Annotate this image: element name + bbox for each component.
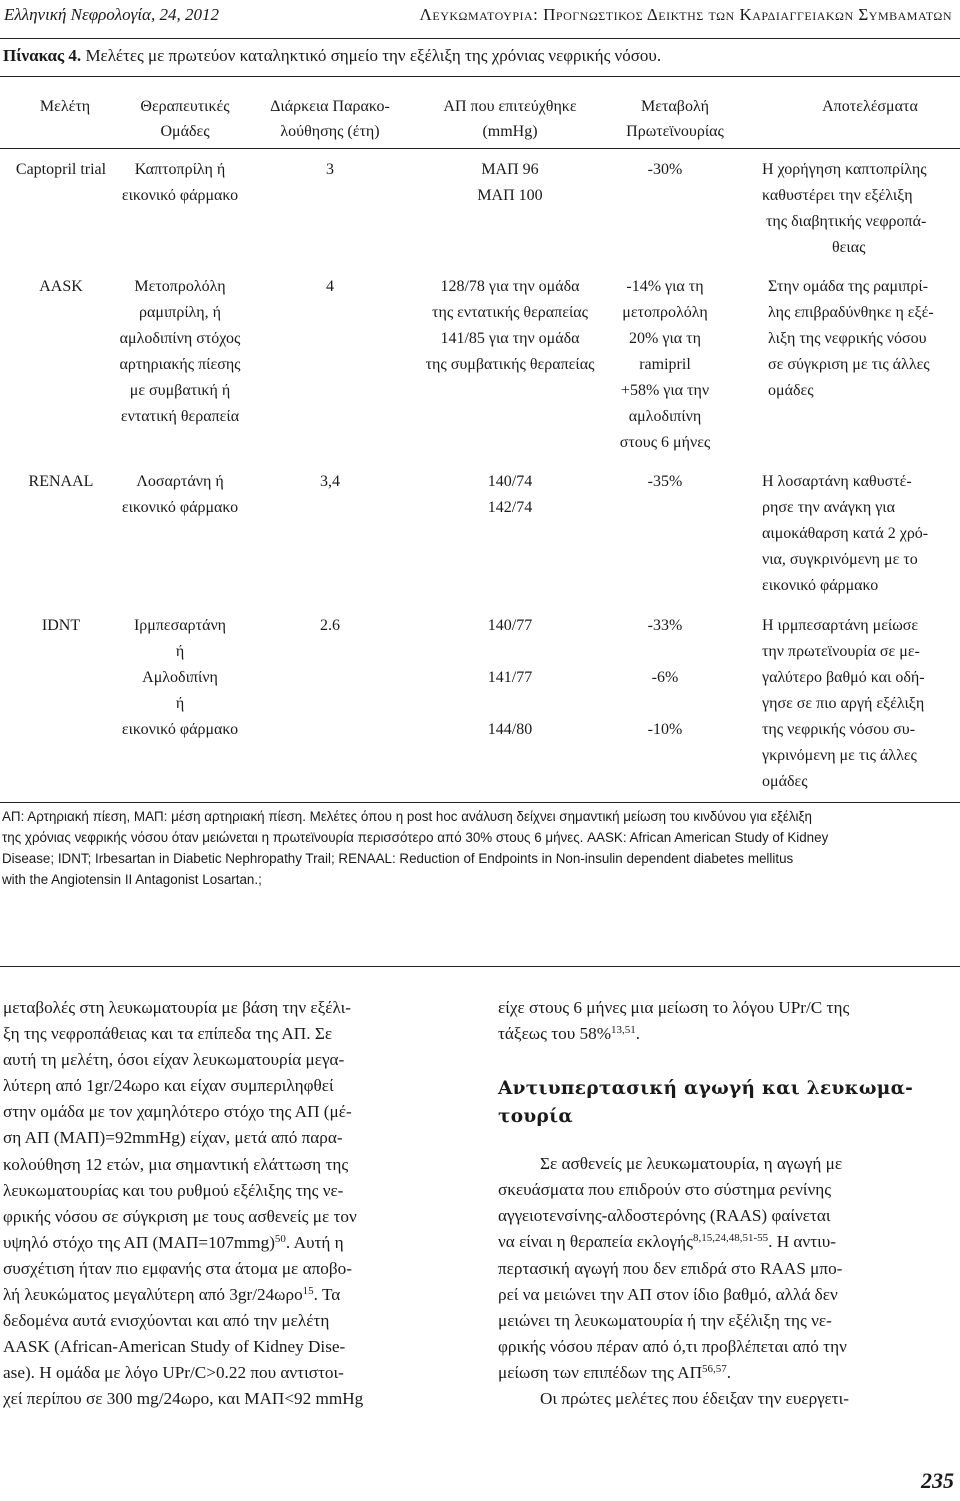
right-text-column: είχε στους 6 μήνες μια μείωση το λόγου UPr/C της τάξεως του 58%$^{13,51}$. Αντιυπερτασική αγωγή και λευκωμα- τουρία Σε ασθενείς με λευκωματουρία, η αγωγή με σκευάσματα που επιδρούν στο σύστημα ρενίνης αγγειοτενσίνης-αλδοστερόνης (RAAS) φαίνεται να είναι η θεραπεία εκλογής$^{8,15,24,48,51-55}$. Η αντιυ- περτασική αγωγή που δεν επιδρά στο RAAS μπο- ρεί να μειώνει την ΑΠ στον ίδιο βαθμό, αλλά δεν μειώνει τη λευκωματουρία ή την εξέλιξη της νε- φρικής νόσου πέραν από ό,τι προβλέπεται από την μείωση των επιπέδων της ΑΠ$^{56,57}$. Οι πρώτες μελέτες που έδειξαν την ευεργετι-	[498, 995, 958, 1412]
table-cell-study: AASK	[39, 278, 83, 295]
table-cell-study: IDNT	[41, 617, 81, 634]
table-cell-groups: Καπτοπρίλη ή εικονικό φάρμακο	[121, 161, 239, 204]
section-heading: Αντιυπερτασική αγωγή και λευκωμα- τουρία	[498, 1078, 914, 1128]
table-cell-study: RENAAL	[28, 473, 94, 490]
citation-superscript: 56,57	[701, 1362, 727, 1375]
citation-superscript: 15	[302, 1285, 314, 1298]
table-cell-duration: 3,4	[320, 473, 340, 490]
table-cell-groups: Ιρμπεσαρτάνη ή Αμλοδιπίνη ή εικονικό φάρμακο	[121, 617, 239, 738]
table-cell-proteinuria: -33% -6% -10%	[647, 617, 683, 738]
table-top-rule	[0, 76, 960, 77]
table-cell-groups: Λοσαρτάνη ή εικονικό φάρμακο	[121, 473, 239, 516]
left-text-column: μεταβολές στη λευκωματουρία με βάση την εξέλι- ξη της νεφροπάθειας και τα επίπεδα της ΑΠ. Σε αυτή τη μελέτη, όσοι είχαν λευκωματουρία μεγα- λύτερη από 1gr/24ωρο και είχαν συμπεριληφθεί στην ομάδα με τον χαμηλότερο στόχο της ΑΠ (μέ- ση ΑΠ (ΜΑΠ)=92mmHg) είχαν, μετά από παρα- κολούθηση 12 ετών, μια σημαντική ελάττωση της λευκωματουρίας και του ρυθμού εξέλιξης της νε- φρικής νόσου σε σύγκριση με τους ασθενείς με τον υψηλό στόχο της ΑΠ (ΜΑΠ=107mmg)$^{50}$. Αυτή η συσχέτιση ήταν πιο εμφανής στα άτομα με αποβο- λή λευκώματος μεγαλύτερη από 3gr/24ωρο$^{15}$. Τα δεδομένα αυτά ενισχύονται και από την μελέτη AASK (African-American Study of Kidney Dise- ase). Η ομάδα με λόγο UPr/C>0.22 που αντιστοι- χεί περίπου σε 300 mg/24ωρο, και ΜΑΠ<92 mmHg	[3, 998, 364, 1409]
table-bottom-rule	[0, 802, 960, 803]
table-cell-proteinuria: -30%	[647, 161, 683, 178]
body-separator-rule	[0, 966, 960, 967]
table-cell-proteinuria: -14% για τη μετοπρολόλη 20% για τη ramipril +58% για την αμλοδιπίνη στους 6 μήνες	[619, 278, 711, 451]
journal-citation: Ελληνική Νεφρολογία, 24, 2012	[4, 5, 219, 24]
table-cell-study: Captopril trial	[15, 161, 107, 178]
header-duration: Διάρκεια Παρακο- λούθησης (έτη)	[270, 98, 390, 140]
table-cell-bp: 140/74 142/74	[487, 473, 533, 516]
table-header-rule	[0, 148, 960, 149]
article-running-title: Λευκωματουρια: Προγνωστικος Δεικτης των Καρδιαγγειακων Συμβαματων	[419, 5, 952, 24]
table-cell-groups: Μετοπρολόλη ραμιπρίλη, ή αμλοδιπίνη στόχος αρτηριακής πίεσης με συμβατική ή εντατική θεραπεία	[119, 278, 241, 425]
table-cell-results: Η λοσαρτάνη καθυστέ- ρησε την ανάγκη για αιμοκάθαρση κατά 2 χρό- νια, συγκρινόμενη με το εικονικό φάρμακο	[762, 473, 929, 594]
running-header	[0, 0, 960, 38]
table-cell-bp: 128/78 για την ομάδα της εντατικής θεραπείας 141/85 για την ομάδα της συμβατικής θεραπείας	[425, 278, 595, 373]
table-cell-bp: 140/77 141/77 144/80	[487, 617, 533, 738]
table-cell-duration: 4	[326, 278, 334, 295]
citation-superscript: 8,15,24,48,51-55	[692, 1232, 769, 1245]
header-proteinuria: Μεταβολή Πρωτεϊνουρίας	[626, 98, 724, 140]
header-results: Αποτελέσματα	[822, 98, 918, 115]
table-cell-results: Η χορήγηση καπτοπρίλης καθυστέρει την εξέλιξη της διαβητικής νεφροπά- θειας	[762, 161, 927, 256]
header-study: Μελέτη	[39, 98, 91, 115]
table-cell-results: Στην ομάδα της ραμιπρί- λης επιβραδύνθηκε η εξέ- λιξη της νεφρικής νόσου σε σύγκριση με τις άλλες ομάδες	[768, 278, 934, 399]
citation-superscript: 13,51	[611, 1024, 636, 1037]
table-footnotes: ΑΠ: Αρτηριακή πίεση, ΜΑΠ: μέση αρτηριακή πίεση. Μελέτες όπου η post hoc ανάλυση δείχνει σημαντική μείωση του κινδύνου για εξέλιξη της χρόνιας νεφρικής νόσου όταν μειώνεται η πρωτεϊνουρία περισσότερο από 30% στους 6 μήνες. AASK: African American Study of Kidney Disease; IDNT; Irbesartan in Diabetic Nephropathy Trail; RENAAL: Reduction of Endpoints in Non-insulin dependent diabetes mellitus with the Angiotensin II Antagonist Losartan.;	[2, 809, 829, 887]
table-caption-label: Πίνακας 4.	[3, 46, 82, 65]
table-cell-bp: ΜΑΠ 96 ΜΑΠ 100	[477, 161, 543, 204]
table-cell-duration: 2.6	[320, 617, 340, 634]
header-bp: ΑΠ που επιτεύχθηκε (mmHg)	[443, 98, 577, 140]
table-cell-proteinuria: -35%	[647, 473, 683, 490]
table-cell-duration: 3	[326, 161, 334, 178]
table-caption-text: Μελέτες με πρωτεύον καταληκτικό σημείο την εξέλιξη της χρόνιας νεφρικής νόσου.	[81, 46, 662, 65]
header-rule	[0, 38, 960, 39]
page-number: 235	[921, 1468, 954, 1493]
table-cell-results: Η ιρμπεσαρτάνη μείωσε την πρωτεϊνουρία σε με- γαλύτερο βαθμό και οδή- γησε σε πιο αργή εξέλιξη της νεφρικής νόσου συ- γκρινόμενη με τις άλλες ομάδες	[762, 617, 925, 790]
citation-superscript: 50	[274, 1232, 286, 1245]
table-caption	[3, 46, 661, 66]
header-groups: Θεραπευτικές Ομάδες	[140, 98, 230, 140]
